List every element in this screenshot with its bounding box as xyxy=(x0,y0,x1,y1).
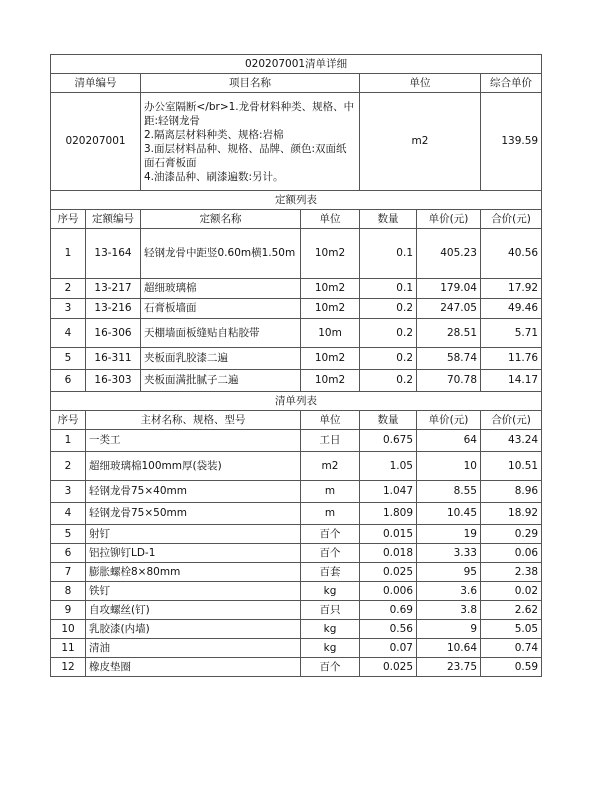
material-unit: kg xyxy=(301,620,360,639)
quota-name: 天棚墙面板缝贴自粘胶带 xyxy=(141,319,301,348)
material-total: 43.24 xyxy=(481,430,542,452)
quota-price: 28.51 xyxy=(417,319,481,348)
quota-row xyxy=(51,279,542,299)
material-name: 轻钢龙骨75×40mm xyxy=(86,481,301,503)
material-qty: 0.69 xyxy=(360,601,417,620)
quota-name: 石膏板墙面 xyxy=(141,299,301,319)
material-qty: 1.05 xyxy=(360,452,417,481)
material-total: 18.92 xyxy=(481,503,542,525)
quota-total: 11.76 xyxy=(481,348,542,370)
material-qty: 0.675 xyxy=(360,430,417,452)
material-unit: 百套 xyxy=(301,563,360,582)
item-unit: m2 xyxy=(360,93,481,191)
material-unit: kg xyxy=(301,639,360,658)
material-qty: 0.07 xyxy=(360,639,417,658)
quota-unit: 10m2 xyxy=(301,299,360,319)
material-unit: kg xyxy=(301,582,360,601)
mat-col-name: 主材名称、规格、型号 xyxy=(86,411,301,430)
material-no: 2 xyxy=(51,452,86,481)
quota-total: 14.17 xyxy=(481,370,542,392)
material-price: 10.64 xyxy=(417,639,481,658)
material-row xyxy=(51,503,542,525)
header-unit: 单位 xyxy=(360,74,481,93)
mat-col-total: 合价(元) xyxy=(481,411,542,430)
material-total: 0.29 xyxy=(481,525,542,544)
quota-code: 16-306 xyxy=(86,319,141,348)
quota-name: 轻钢龙骨中距竖0.60m横1.50m xyxy=(141,229,301,279)
material-price: 3.6 xyxy=(417,582,481,601)
material-name: 铁钉 xyxy=(86,582,301,601)
material-row xyxy=(51,620,542,639)
material-unit: 百只 xyxy=(301,601,360,620)
quota-col-qty: 数量 xyxy=(360,210,417,229)
quota-qty: 0.1 xyxy=(360,279,417,299)
material-unit: 百个 xyxy=(301,544,360,563)
material-name: 清油 xyxy=(86,639,301,658)
material-no: 9 xyxy=(51,601,86,620)
quota-price: 247.05 xyxy=(417,299,481,319)
material-name: 射钉 xyxy=(86,525,301,544)
material-name: 轻钢龙骨75×50mm xyxy=(86,503,301,525)
quota-qty: 0.2 xyxy=(360,370,417,392)
item-code: 020207001 xyxy=(51,93,141,191)
material-name: 一类工 xyxy=(86,430,301,452)
quota-name: 夹板面满批腻子二遍 xyxy=(141,370,301,392)
quota-code: 13-217 xyxy=(86,279,141,299)
material-price: 95 xyxy=(417,563,481,582)
quota-section-title: 定额列表 xyxy=(51,191,542,210)
mat-col-price: 单价(元) xyxy=(417,411,481,430)
material-total: 5.05 xyxy=(481,620,542,639)
quota-price: 70.78 xyxy=(417,370,481,392)
quota-no: 4 xyxy=(51,319,86,348)
material-no: 6 xyxy=(51,544,86,563)
quota-code: 16-303 xyxy=(86,370,141,392)
material-row xyxy=(51,481,542,503)
material-price: 64 xyxy=(417,430,481,452)
quota-col-name: 定额名称 xyxy=(141,210,301,229)
quota-total: 17.92 xyxy=(481,279,542,299)
material-unit: 百个 xyxy=(301,525,360,544)
material-price: 8.55 xyxy=(417,481,481,503)
header-name: 项目名称 xyxy=(141,74,360,93)
mat-col-unit: 单位 xyxy=(301,411,360,430)
quota-qty: 0.1 xyxy=(360,229,417,279)
quota-no: 2 xyxy=(51,279,86,299)
quota-name: 夹板面乳胶漆二遍 xyxy=(141,348,301,370)
quota-col-price: 单价(元) xyxy=(417,210,481,229)
quota-col-no: 序号 xyxy=(51,210,86,229)
quota-no: 5 xyxy=(51,348,86,370)
material-no: 11 xyxy=(51,639,86,658)
mat-col-qty: 数量 xyxy=(360,411,417,430)
material-no: 3 xyxy=(51,481,86,503)
quota-unit: 10m2 xyxy=(301,370,360,392)
material-no: 8 xyxy=(51,582,86,601)
material-name: 乳胶漆(内墙) xyxy=(86,620,301,639)
material-row xyxy=(51,430,542,452)
material-price: 23.75 xyxy=(417,658,481,677)
quota-row xyxy=(51,229,542,279)
quota-row xyxy=(51,348,542,370)
material-no: 12 xyxy=(51,658,86,677)
material-qty: 0.018 xyxy=(360,544,417,563)
bill-table xyxy=(50,54,542,677)
quota-qty: 0.2 xyxy=(360,299,417,319)
quota-price: 405.23 xyxy=(417,229,481,279)
bill-detail-sheet xyxy=(50,54,541,677)
quota-code: 13-164 xyxy=(86,229,141,279)
material-total: 2.62 xyxy=(481,601,542,620)
header-price: 综合单价 xyxy=(481,74,542,93)
quota-qty: 0.2 xyxy=(360,348,417,370)
material-total: 0.74 xyxy=(481,639,542,658)
quota-no: 3 xyxy=(51,299,86,319)
quota-price: 179.04 xyxy=(417,279,481,299)
material-qty: 0.56 xyxy=(360,620,417,639)
quota-col-total: 合价(元) xyxy=(481,210,542,229)
quota-unit: 10m2 xyxy=(301,348,360,370)
material-row xyxy=(51,658,542,677)
quota-unit: 10m xyxy=(301,319,360,348)
material-unit: m2 xyxy=(301,452,360,481)
quota-total: 5.71 xyxy=(481,319,542,348)
quota-col-code: 定额编号 xyxy=(86,210,141,229)
quota-code: 16-311 xyxy=(86,348,141,370)
quota-name: 超细玻璃棉 xyxy=(141,279,301,299)
material-total: 0.02 xyxy=(481,582,542,601)
material-total: 10.51 xyxy=(481,452,542,481)
material-price: 9 xyxy=(417,620,481,639)
material-qty: 0.025 xyxy=(360,658,417,677)
material-no: 5 xyxy=(51,525,86,544)
material-qty: 1.047 xyxy=(360,481,417,503)
quota-unit: 10m2 xyxy=(301,279,360,299)
material-price: 10.45 xyxy=(417,503,481,525)
materials-section-title: 清单列表 xyxy=(51,392,542,411)
quota-qty: 0.2 xyxy=(360,319,417,348)
material-name: 橡皮垫圈 xyxy=(86,658,301,677)
material-row xyxy=(51,601,542,620)
material-qty: 1.809 xyxy=(360,503,417,525)
sheet-title: 020207001清单详细 xyxy=(51,55,542,74)
mat-col-no: 序号 xyxy=(51,411,86,430)
material-qty: 0.006 xyxy=(360,582,417,601)
quota-col-unit: 单位 xyxy=(301,210,360,229)
material-total: 0.06 xyxy=(481,544,542,563)
material-row xyxy=(51,452,542,481)
quota-row xyxy=(51,319,542,348)
material-price: 19 xyxy=(417,525,481,544)
quota-code: 13-216 xyxy=(86,299,141,319)
material-price: 10 xyxy=(417,452,481,481)
material-unit: 百个 xyxy=(301,658,360,677)
quota-price: 58.74 xyxy=(417,348,481,370)
material-row xyxy=(51,639,542,658)
material-total: 0.59 xyxy=(481,658,542,677)
item-price: 139.59 xyxy=(481,93,542,191)
material-name: 自攻螺丝(钉) xyxy=(86,601,301,620)
material-total: 2.38 xyxy=(481,563,542,582)
material-no: 4 xyxy=(51,503,86,525)
quota-no: 1 xyxy=(51,229,86,279)
material-row xyxy=(51,563,542,582)
quota-row xyxy=(51,370,542,392)
material-row xyxy=(51,544,542,563)
quota-unit: 10m2 xyxy=(301,229,360,279)
material-no: 10 xyxy=(51,620,86,639)
material-name: 超细玻璃棉100mm厚(袋装) xyxy=(86,452,301,481)
material-unit: m xyxy=(301,503,360,525)
quota-total: 49.46 xyxy=(481,299,542,319)
header-code: 清单编号 xyxy=(51,74,141,93)
item-description: 办公室隔断</br>1.龙骨材料种类、规格、中距:轻钢龙骨 2.隔离层材料种类、规格:岩棉 3.面层材料品种、规格、品牌、颜色:双面纸面石膏板面 4.油漆品种、刷漆遍数:另计。 xyxy=(141,93,360,191)
material-name: 膨胀螺栓8×80mm xyxy=(86,563,301,582)
quota-total: 40.56 xyxy=(481,229,542,279)
material-qty: 0.025 xyxy=(360,563,417,582)
material-no: 1 xyxy=(51,430,86,452)
quota-row xyxy=(51,299,542,319)
material-name: 铝拉铆钉LD-1 xyxy=(86,544,301,563)
material-unit: m xyxy=(301,481,360,503)
material-total: 8.96 xyxy=(481,481,542,503)
material-row xyxy=(51,582,542,601)
material-price: 3.8 xyxy=(417,601,481,620)
material-price: 3.33 xyxy=(417,544,481,563)
quota-no: 6 xyxy=(51,370,86,392)
material-row xyxy=(51,525,542,544)
material-qty: 0.015 xyxy=(360,525,417,544)
material-unit: 工日 xyxy=(301,430,360,452)
material-no: 7 xyxy=(51,563,86,582)
